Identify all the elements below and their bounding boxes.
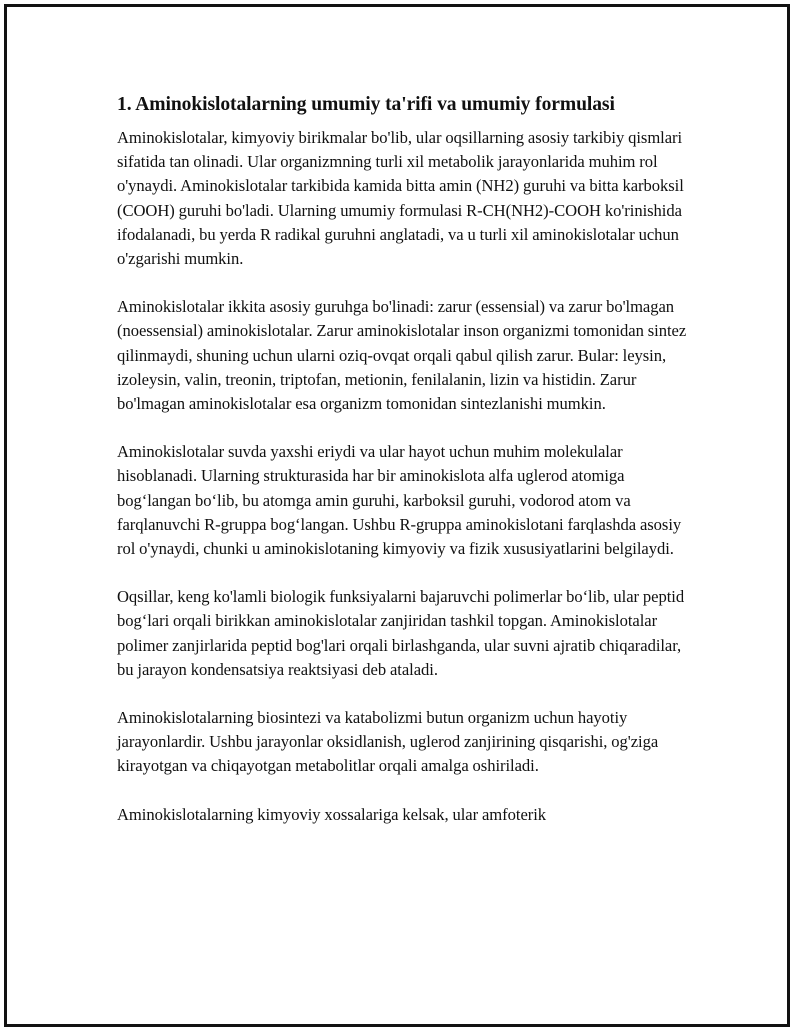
paragraph-chemical-properties: Aminokislotalarning kimyoviy xossalariga kelsak, ular amfoterik (117, 804, 547, 824)
section-heading: 1. Aminokislotalarning umumiy ta'rifi va umumiy formulasi (117, 94, 615, 115)
paragraph-structure: Aminokislotalar suvda yaxshi eriydi va ular hayot uchun muhim molekulalar hisoblanadi. Ularning strukturasida har bir aminokislota alfa uglerod atomiga bog‘langan bo‘lib, bu atomga amin guruhi, karboksil guruhi, vodorod atom va farqlanuvchi R-gruppa bog‘langan. Ushbu R-gruppa aminokislotani farqlashda asosiy rol o'ynaydi, chunki u aminokislotaning kimyoviy va fizik xususiyatlarini belgilaydi. (117, 442, 682, 559)
paragraph-metabolism: Aminokislotalarning biosintezi va katabolizmi butun organizm uchun hayotiy jarayonlardir. Ushbu jarayonlar oksidlanish, uglerod zanjirining qisqarishi, og'ziga kirayotgan va chiqayotgan metabolitlar orqali amalga oshiriladi. (117, 708, 659, 776)
paragraph-classification: Aminokislotalar ikkita asosiy guruhga bo'linadi: zarur (essensial) va zarur bo'lmagan (noessensial) aminokislotalar. Zarur aminokislotalar inson organizmi tomonidan sintez qilinmaydi, shuning uchun ularni oziq-ovqat orqali qabul qilish zarur. Bular: leysin, izoleysin, valin, treonin, triptofan, metionin, fenilalanin, lizin va histidin. Zarur bo'lmagan aminokislotalar esa organizm tomonidan sintezlanishi mumkin. (117, 297, 687, 414)
paragraph-proteins: Oqsillar, keng ko'lamli biologik funksiyalarni bajaruvchi polimerlar bo‘lib, ular peptid bog‘lari orqali birikkan aminokislotalar zanjiridan tashkil topgan. Aminokislotalar polimer zanjirlarida peptid bog'lari orqali birlashganda, ular suvni ajratib chiqaradilar, bu jarayon kondensatsiya reaktsiyasi deb ataladi. (117, 587, 685, 679)
document-body (117, 92, 692, 851)
paragraph-definition: Aminokislotalar, kimyoviy birikmalar bo'lib, ular oqsillarning asosiy tarkibiy qismlari sifatida tan olinadi. Ular organizmning turli xil metabolik jarayonlarida muhim rol o'ynaydi. Aminokislotalar tarkibida kamida bitta amin (NH2) guruhi va bitta karboksil (COOH) guruhi bo'ladi. Ularning umumiy formulasi R-CH(NH2)-COOH ko'rinishida ifodalanadi, bu yerda R radikal guruhni anglatadi, va u turli xil aminokislotalar uchun o'zgarishi mumkin. (117, 128, 684, 269)
